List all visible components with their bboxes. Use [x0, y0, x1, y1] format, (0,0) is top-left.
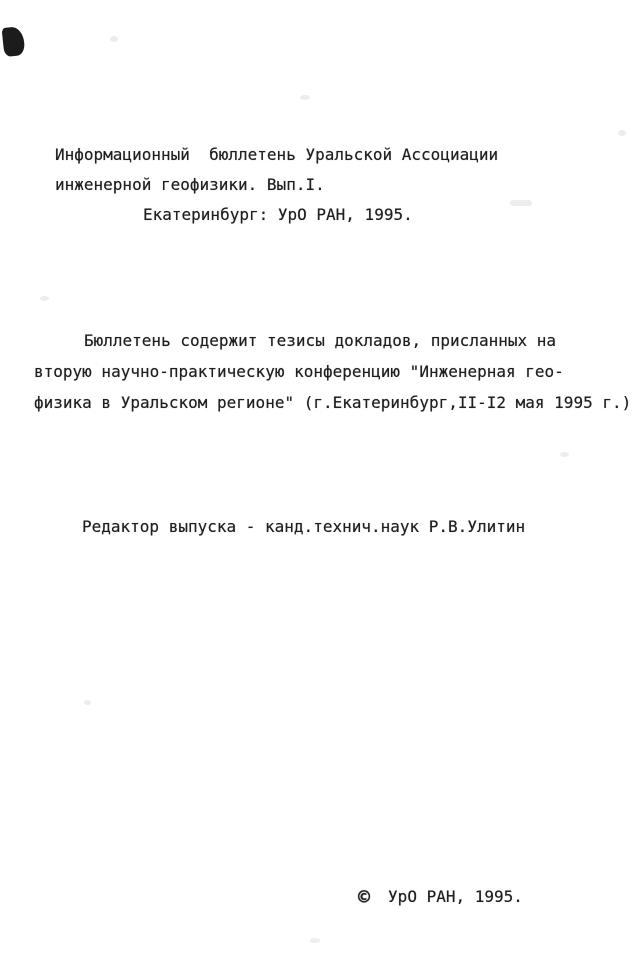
copyright-line	[358, 882, 523, 912]
scan-speckle	[110, 36, 118, 42]
scan-speckle	[40, 296, 49, 301]
scan-speckle	[510, 200, 532, 206]
copyright-icon: ©	[358, 885, 371, 909]
bibliography-title-line2: инженерной геофизики. Вып.I.	[55, 175, 325, 194]
annotation-line1: Бюллетень содержит тезисы докладов, присланных на	[84, 331, 557, 350]
bibliography-block	[55, 140, 498, 230]
copyright-text: УрО РАН, 1995.	[388, 887, 523, 906]
annotation-block	[34, 325, 634, 418]
scan-speckle	[300, 95, 310, 100]
scan-speckle	[84, 700, 91, 705]
annotation-line2: вторую научно-практическую конференцию "Инженерная гео-	[34, 362, 564, 381]
bibliography-publisher-line: Екатеринбург: УрО РАН, 1995.	[143, 205, 413, 224]
scan-corner-artifact	[2, 26, 26, 57]
scan-speckle	[310, 938, 320, 943]
annotation-line3: физика в Уральском регионе" (г.Екатеринбург,II-I2 мая 1995 г.)	[34, 393, 632, 412]
scan-speckle	[560, 452, 569, 457]
scan-speckle	[618, 130, 626, 136]
editor-line: Редактор выпуска - канд.технич.наук Р.В.Улитин	[82, 517, 526, 536]
bibliography-title-line1: Информационный бюллетень Уральской Ассоциации	[55, 145, 499, 164]
